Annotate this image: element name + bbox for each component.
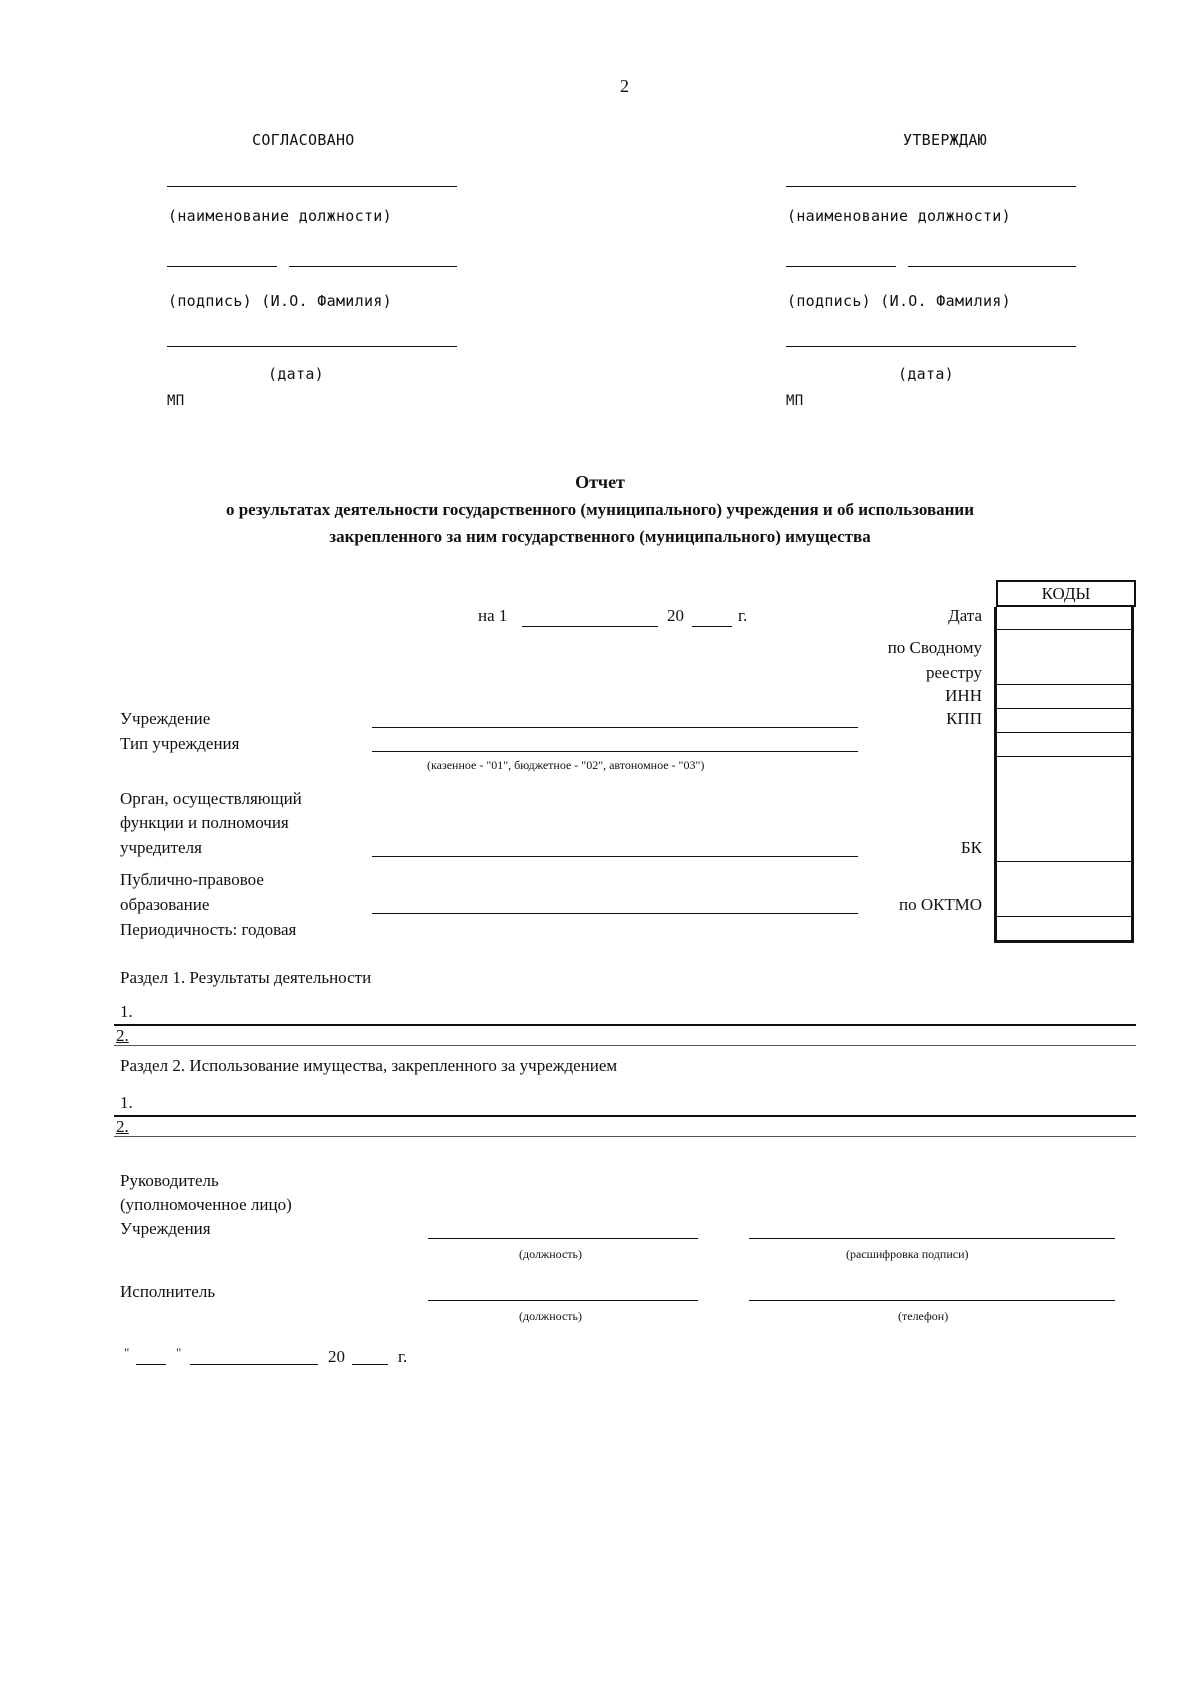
- label-periodicity: Периодичность: годовая: [120, 920, 297, 939]
- report-subtitle-line2: закрепленного за ним государственного (муниципального) имущества: [329, 527, 871, 546]
- approve-name-line[interactable]: [908, 266, 1076, 267]
- agreed-position-caption: (наименование должности): [168, 207, 392, 225]
- approve-position-caption: (наименование должности): [787, 207, 1011, 225]
- section2-title: Раздел 2. Использование имущества, закрепленного за учреждением: [120, 1056, 618, 1075]
- executor-position-caption: (должность): [519, 1309, 582, 1323]
- date-year-suffix: г.: [738, 606, 748, 625]
- section1-title: Раздел 1. Результаты деятельности: [120, 968, 372, 987]
- agreed-position-line[interactable]: [167, 186, 457, 187]
- footer-day-line[interactable]: [136, 1364, 166, 1365]
- head-position-line[interactable]: [428, 1238, 698, 1239]
- label-organ-3: учредителя: [120, 838, 202, 857]
- agreed-heading: СОГЛАСОВАНО: [252, 131, 355, 149]
- approve-date-caption: (дата): [898, 365, 954, 383]
- head-decode-line[interactable]: [749, 1238, 1115, 1239]
- code-type-cell[interactable]: [994, 733, 1134, 757]
- section1-item1-number: 1.: [120, 1002, 133, 1021]
- label-registry-2: реестру: [926, 663, 982, 682]
- code-bk-cell[interactable]: [994, 757, 1134, 862]
- page-number: 2: [620, 76, 629, 96]
- label-institution-type: Тип учреждения: [120, 734, 240, 753]
- label-executor: Исполнитель: [120, 1282, 216, 1301]
- approve-signature-line[interactable]: [786, 266, 896, 267]
- head-decode-caption: (расшифровка подписи): [846, 1247, 969, 1261]
- footer-year-prefix: 20: [328, 1347, 345, 1366]
- head-position-caption: (должность): [519, 1247, 582, 1261]
- footer-month-line[interactable]: [190, 1364, 318, 1365]
- agreed-name-line[interactable]: [289, 266, 457, 267]
- section1-item1-line[interactable]: [114, 1024, 1136, 1026]
- label-head-3: Учреждения: [120, 1219, 211, 1238]
- label-bk: БК: [960, 838, 982, 857]
- executor-position-line[interactable]: [428, 1300, 698, 1301]
- label-head-1: Руководитель: [120, 1171, 219, 1190]
- report-subtitle-line1: о результатах деятельности государственного (муниципального) учреждения и об использовании: [225, 500, 975, 519]
- institution-line[interactable]: [372, 727, 858, 728]
- label-inn: ИНН: [945, 686, 982, 705]
- approve-position-line[interactable]: [786, 186, 1076, 187]
- section1-item2-number: 2.: [116, 1026, 129, 1045]
- section2-item1-line[interactable]: [114, 1115, 1136, 1117]
- date-day-month-line[interactable]: [522, 626, 658, 627]
- label-organ-2: функции и полномочия: [120, 813, 289, 832]
- code-periodicity-cell[interactable]: [994, 917, 1134, 943]
- institution-type-line[interactable]: [372, 751, 858, 752]
- agreed-stamp: МП: [167, 393, 185, 409]
- organ-line[interactable]: [372, 856, 858, 857]
- label-date: Дата: [948, 606, 982, 625]
- footer-year-suffix: г.: [398, 1347, 408, 1366]
- codes-header: КОДЫ: [996, 580, 1136, 607]
- label-public-1: Публично-правовое: [120, 870, 264, 889]
- date-prefix: на 1: [478, 606, 508, 625]
- approve-heading: УТВЕРЖДАЮ: [903, 131, 987, 149]
- footer-quote-close: ": [176, 1345, 182, 1360]
- agreed-date-line[interactable]: [167, 346, 457, 347]
- section2-item1-number: 1.: [120, 1093, 133, 1112]
- section2-item2-number: 2.: [116, 1117, 129, 1136]
- label-kpp: КПП: [946, 709, 982, 728]
- section2-item2-line[interactable]: [114, 1136, 1136, 1137]
- approve-date-line[interactable]: [786, 346, 1076, 347]
- date-year-prefix: 20: [667, 606, 684, 625]
- code-oktmo-cell[interactable]: [994, 862, 1134, 917]
- label-oktmo: по ОКТМО: [898, 895, 982, 914]
- approve-signature-caption: (подпись) (И.О. Фамилия): [787, 292, 1011, 310]
- code-date-cell[interactable]: [994, 607, 1134, 630]
- section1-item2-line[interactable]: [114, 1045, 1136, 1046]
- code-kpp-cell[interactable]: [994, 709, 1134, 733]
- public-entity-line[interactable]: [372, 913, 858, 914]
- label-institution: Учреждение: [120, 709, 211, 728]
- label-organ-1: Орган, осуществляющий: [120, 789, 302, 808]
- report-title: Отчет: [575, 472, 625, 492]
- code-inn-cell[interactable]: [994, 685, 1134, 709]
- code-registry-cell[interactable]: [994, 630, 1134, 685]
- footer-quote-open: ": [124, 1345, 130, 1360]
- agreed-signature-line[interactable]: [167, 266, 277, 267]
- approve-stamp: МП: [786, 393, 804, 409]
- date-year-line[interactable]: [692, 626, 732, 627]
- label-head-2: (уполномоченное лицо): [120, 1195, 292, 1214]
- agreed-signature-caption: (подпись) (И.О. Фамилия): [168, 292, 392, 310]
- label-registry-1: по Сводному: [887, 638, 982, 657]
- executor-phone-caption: (телефон): [898, 1309, 949, 1323]
- footer-year-line[interactable]: [352, 1364, 388, 1365]
- executor-phone-line[interactable]: [749, 1300, 1115, 1301]
- agreed-date-caption: (дата): [268, 365, 324, 383]
- institution-type-hint: (казенное - "01", бюджетное - "02", автономное - "03"): [427, 758, 705, 772]
- label-public-2: образование: [120, 895, 210, 914]
